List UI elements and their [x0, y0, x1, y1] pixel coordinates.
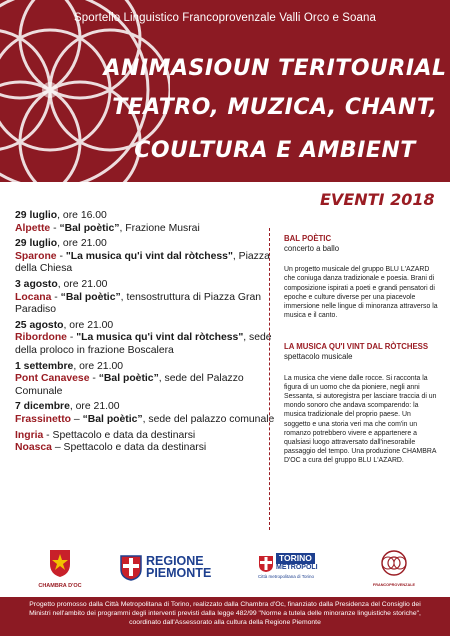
event-time: , ore 21.00 — [69, 401, 120, 413]
event-place: Locana — [15, 291, 52, 303]
piemonte-shield-icon — [120, 555, 142, 581]
event-venue: , Frazione Musrai — [119, 222, 200, 234]
regione-label: REGIONE — [146, 554, 204, 568]
event-sep: - — [66, 332, 77, 344]
event-item — [15, 320, 275, 358]
event-date: 29 luglio — [15, 238, 58, 250]
event-venue: , sede del palazzo comunale — [142, 413, 275, 425]
organization-name: Sportello Linguistico Francoprovenzale Valli Orco e Soana — [73, 12, 377, 24]
chambra-doc-logo — [30, 548, 90, 589]
description-subtitle: concerto a ballo — [284, 244, 340, 253]
extra-place: Ingria — [15, 429, 44, 441]
event-item — [15, 401, 275, 426]
event-sep: - — [56, 250, 66, 262]
piemonte-label: PIEMONTE — [146, 566, 212, 580]
show-descriptions — [284, 234, 439, 488]
crest-icon — [48, 548, 72, 578]
event-sep: - — [51, 291, 61, 303]
event-place: Ribordone — [15, 332, 67, 344]
title-line-3: COULTURA E AMBIENT — [134, 138, 416, 163]
footer-credits — [0, 597, 450, 636]
torino-label: TORINO — [276, 553, 315, 564]
regione-piemonte-logo — [120, 555, 235, 581]
column-divider — [269, 228, 270, 530]
event-date: 25 agosto — [15, 319, 64, 331]
event-place: Pont Canavese — [15, 373, 90, 385]
event-show: “Bal poètic” — [98, 373, 159, 385]
rosette-small-icon — [380, 548, 408, 578]
extra-place: Noasca — [15, 442, 52, 454]
event-show: "La musica qu'i vint dal ròtchess" — [65, 250, 233, 262]
event-time: , ore 21.00 — [57, 238, 107, 250]
extra-event — [15, 430, 275, 443]
description-title: LA MUSICA QU'I VINT DAL RÒTCHESS — [284, 342, 429, 352]
description-text: La musica che viene dalle rocce. Si racconta la figura di un uomo che da pioniere, negli anni Sessanta, si autoregistra per lasciare traccia di un mondo sonoro che andava scomparendo: la musica tradizionale del proprio paese. Un soggetto e una storia veri ma che com'in un romanzo potrebbero vivere e appartenere a qualsiasi luogo attraversato dall'inesorabile passaggio del tempo. Una produzione CHAMBRA D'OC a cura del gruppo BLU L'AZARD. — [284, 374, 437, 465]
event-date: 1 settembre — [15, 360, 74, 372]
event-item — [15, 238, 275, 276]
event-item — [15, 210, 275, 235]
event-place: Alpette — [15, 222, 51, 234]
event-sep: – — [71, 413, 83, 425]
chambra-doc-label: CHAMBRA D'OC — [38, 583, 82, 589]
event-sep: - — [50, 222, 60, 234]
francoprovenzale-logo — [365, 548, 423, 587]
title-line-1: ANIMASIOUN TERITOURIAL — [103, 56, 447, 81]
event-date: 3 agosto — [15, 278, 58, 290]
event-sep: - — [89, 373, 99, 385]
event-place: Frassinetto — [15, 413, 72, 425]
extra-event — [15, 442, 275, 455]
extra-note: – Spettacolo e data da destinarsi — [51, 442, 207, 454]
footer-text: Progetto promosso dalla Città Metropolitana di Torino, realizzato dalla Chambra d'Oc, finanziato dalla Presidenza del Consiglio dei Ministri nell'ambito dei programmi degli interventi previsti dalla legge 482/99 "Norme a tutela delle minoranze linguistiche storiche", coordinato dall'Assessorato alla cultura della Regione Piemonte — [29, 601, 421, 626]
francoprovenzale-label: FRANCOPROVENZALE — [372, 583, 416, 587]
event-item — [15, 361, 275, 399]
eventi-year-label: EVENTI 2018 — [320, 190, 435, 209]
event-time: , ore 21.00 — [63, 319, 114, 331]
event-schedule — [15, 210, 275, 455]
sponsor-logos — [0, 545, 450, 595]
event-venue: , Piazza della Chiesa — [15, 250, 270, 275]
torino-subtitle: Città metropolitana di Torino — [258, 574, 314, 579]
title-line-2: TEATRO, MUZICA, CHANT, — [112, 95, 438, 120]
event-show: “Bal poètic” — [60, 291, 121, 303]
description-subtitle: spettacolo musicale — [284, 352, 353, 362]
extra-note: - Spettacolo e data da destinarsi — [43, 429, 196, 441]
header-banner — [0, 0, 450, 182]
event-time: , ore 21.00 — [57, 278, 108, 290]
event-venue: , tensostruttura di Piazza Gran Paradiso — [15, 291, 262, 316]
description-text: Un progetto musicale del gruppo BLU L'AZARD che coniuga danza tradizionale e poesia. Brani di composizione ispirati a poeti e grandi pensatori di epoche e culture diverse per una piacevole immersione nelle lingue di minoranza attraverso la musica e il canto. — [284, 266, 438, 320]
event-date: 29 luglio — [15, 210, 58, 221]
event-show: "La musica qu'i vint dal ròtchess" — [76, 332, 244, 344]
description-title: BAL POÈTIC — [284, 234, 332, 243]
torino-metropoli-logo — [258, 553, 338, 583]
event-venue: , sede della proloco in frazione Boscalera — [15, 332, 272, 356]
event-item — [15, 279, 275, 317]
event-show: “Bal poètic” — [59, 222, 120, 234]
event-date: 7 dicembre — [15, 401, 70, 413]
metropoli-label: METROPOLI — [276, 564, 318, 571]
torino-shield-icon — [258, 555, 274, 573]
event-place: Sparone — [15, 250, 57, 262]
event-time: , ore 21.00 — [73, 360, 124, 372]
event-venue: , sede del Palazzo Comunale — [15, 373, 244, 397]
event-show: “Bal poètic” — [82, 413, 143, 425]
event-time: , ore 16.00 — [57, 210, 107, 221]
